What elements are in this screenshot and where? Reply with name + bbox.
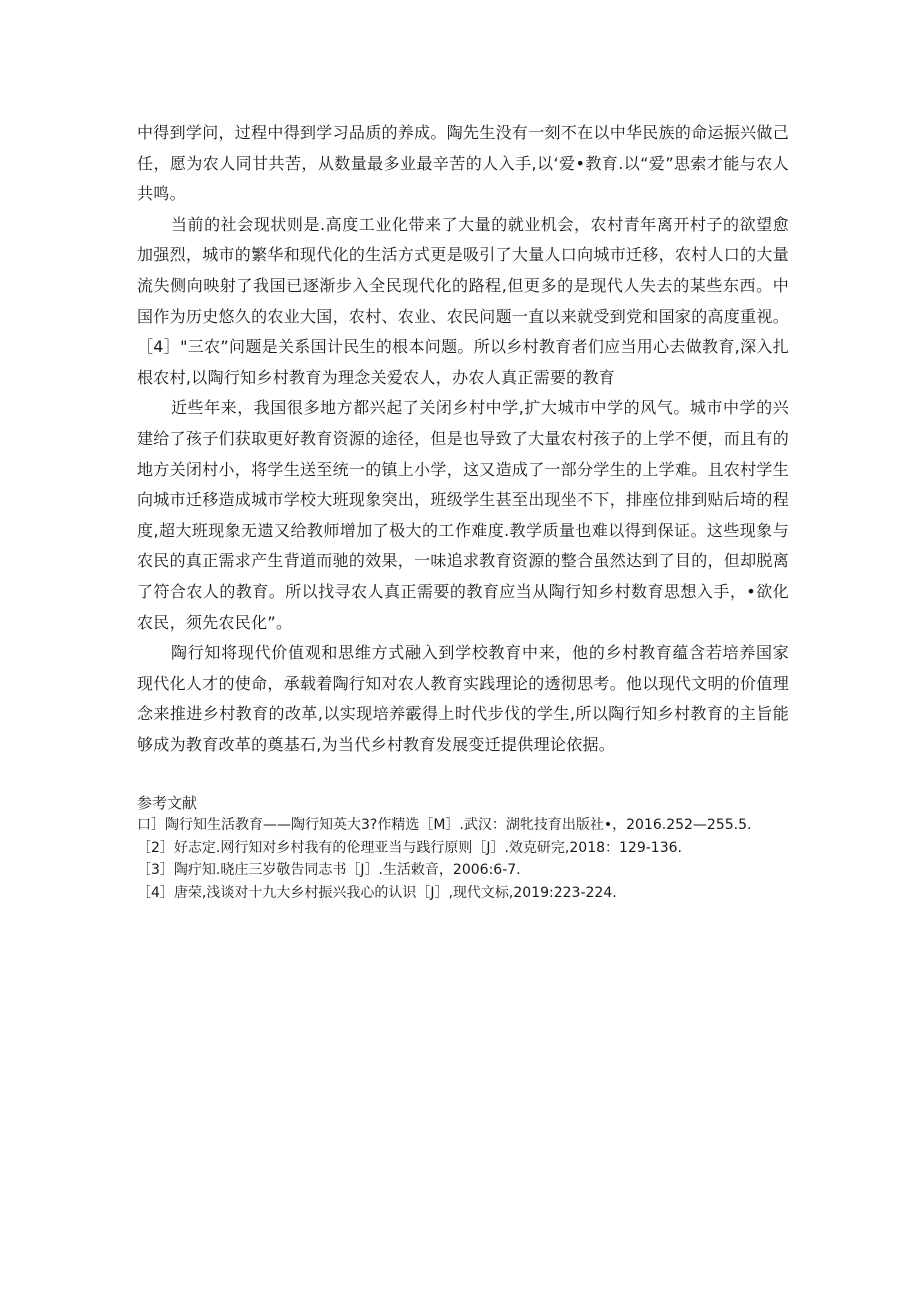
article-body: [137, 118, 789, 760]
paragraph: 中得到学问，过程中得到学习品质的养成。陶先生没有一刻不在以中华民族的命运振兴做己任，愿为农人同甘共苦，从数量最多业最辛苦的人入手,以‘爱•教育.以“爱”思索才能与农人共鸣。: [137, 123, 790, 204]
references-list: [137, 814, 797, 904]
references-section: [137, 792, 797, 904]
paragraph: 近些年来，我国很多地方都兴起了关闭乡村中学,扩大城市中学的风气。城市中学的兴建给了孩子们获取更好教育资源的途径，但是也导致了大量农村孩子的上学不便，而且有的地方关闭村小，将学生送至统一的镇上小学，这又造成了一部分学生的上学难。且农村学生向城市迁移造成城市学校大班现象突出，班级学生甚至出现坐不下，排座位排到贴后埼的程度,超大班现象无遗又给教师增加了极大的工作难度.教学质量也难以得到保证。这些现象与农民的真正需求产生背道而驰的效果，一味追求教育资源的整合虽然达到了目的，但却脱离了符合农人的教育。所以找寻农人真正需要的教育应当从陶行知乡村数育思想入手，•欲化农民，须先农民化”。: [137, 398, 790, 632]
reference-item: ［4］唐荣,浅谈对十九大乡村振兴我心的认识［J］,现代文标,2019:223-224.: [137, 884, 617, 901]
reference-item: ［2］好志定.网行知对乡村我有的伦理亚当与践行原则［J］.效克研完,2018：129-136.: [137, 839, 682, 856]
paragraph: 当前的社会现状则是.高度工业化带来了大量的就业机会，农村青年离开村子的欲望愈加强烈，城市的繁华和现代化的生活方式更是吸引了大量人口向城市迁移，农村人口的大量流失侧向映射了我国已逐渐步入全民现代化的路程,但更多的是现代人失去的某些东西。中国作为历史悠久的农业大国，农村、农业、农民问题一直以来就受到党和国家的高度重视。［4］"三农”问题是关系国计民生的根本问题。所以乡村教育者们应当用心去做教育,深入扎根农村,以陶行知乡村教育为理念关爱农人，办农人真正需要的教育: [137, 214, 790, 387]
references-title: 参考文献: [137, 794, 198, 812]
paragraph: 陶行知将现代价值观和思维方式融入到学校教育中来，他的乡村教育蕴含若培养国家现代化人才的使命，承载着陶行知对农人教育实践理论的透彻思考。他以现代文明的价值理念来推进乡村教育的改革,以实现培养霰得上时代步伐的学生,所以陶行知乡村教育的主旨能够成为教育改革的奠基石,为当代乡村教育发展变迁提供理论依据。: [137, 643, 790, 754]
reference-item: ［3］陶疔知.晓庄三岁敬告同志书［J］.生活敕音，2006:6-7.: [137, 862, 521, 878]
reference-item: 口］陶行知生活教育——陶行知英大3?作精选［M］.武汉：湖牝技育出版社•，2016.252—255.5.: [137, 817, 752, 833]
